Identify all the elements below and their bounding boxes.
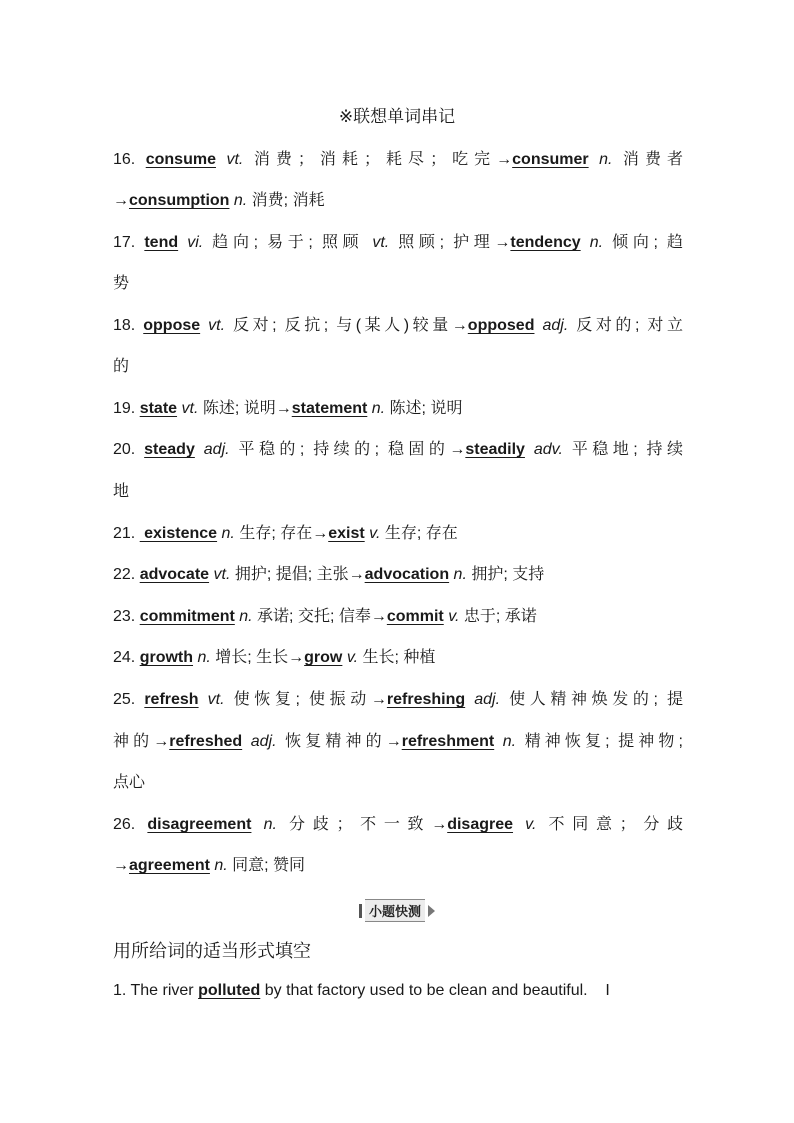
derived-word: refreshment: [401, 733, 495, 750]
bar-icon: [359, 904, 362, 918]
entry-number: 19.: [113, 400, 140, 417]
derived-word: grow: [304, 649, 343, 666]
part-of-speech: v.: [342, 649, 359, 666]
entry-number: 20.: [113, 441, 145, 458]
entry-number: 16.: [113, 151, 146, 168]
part-of-speech: adv.: [524, 441, 563, 458]
derived-word: refreshed: [169, 733, 243, 750]
meaning: 精神恢复; 提神物;: [516, 733, 683, 750]
entry-number: 21.: [113, 525, 140, 542]
part-of-speech: adj.: [465, 691, 501, 708]
headword: tend: [144, 234, 179, 251]
entry-number: 18.: [113, 317, 144, 334]
quick-test-badge: [359, 899, 435, 922]
arrow: →: [113, 857, 129, 874]
answer-blank: polluted: [198, 982, 261, 999]
entry-number: 23.: [113, 608, 140, 625]
derived-word: refreshing: [386, 691, 466, 708]
part-of-speech: vt.: [372, 234, 390, 251]
entry-number: 26.: [113, 816, 148, 833]
derived-word: steadily: [465, 441, 525, 458]
derived-word: opposed: [467, 317, 535, 334]
part-of-speech: n.: [209, 857, 228, 874]
meaning: 生存; 存在: [380, 525, 458, 542]
entry-25-line-1: [113, 690, 683, 710]
meaning: 反对; 反抗; 与(某人)较量→: [225, 317, 468, 334]
headword: commitment: [139, 608, 235, 625]
entry-17-line-2: 势: [113, 275, 130, 292]
part-of-speech: vt.: [215, 151, 244, 168]
meaning: 消费者: [612, 151, 683, 168]
entry-number: 22.: [113, 566, 140, 583]
entry-number: 17.: [113, 234, 145, 251]
part-of-speech: v.: [443, 608, 460, 625]
meaning: 陈述; 说明→: [198, 400, 292, 417]
meaning: 平稳的; 持续的; 稳固的→: [229, 441, 466, 458]
meaning: 平稳地; 持续: [562, 441, 684, 458]
meaning: 增长; 生长→: [210, 649, 305, 666]
meaning: 趋向; 易于; 照顾: [203, 234, 373, 251]
headword: advocate: [139, 566, 210, 583]
meaning: 拥护; 提倡; 主张→: [230, 566, 365, 583]
part-of-speech: n.: [367, 400, 386, 417]
headword: growth: [139, 649, 194, 666]
headword: oppose: [143, 317, 201, 334]
meaning: 使恢复; 使振动→: [224, 691, 387, 708]
derived-word: advocation: [364, 566, 450, 583]
quick-test-banner: [0, 899, 794, 923]
derived-word: exist: [328, 525, 365, 542]
entry-18-line-2: 的: [113, 358, 130, 375]
derived-word: consumer: [512, 151, 589, 168]
derived-word: commit: [386, 608, 444, 625]
part-of-speech: n.: [229, 192, 248, 209]
meaning: 照顾; 护理→: [389, 234, 511, 251]
entry-25-line-2: [113, 732, 683, 752]
entry-17-line-1: [113, 233, 683, 253]
badge-label: 小题快测: [365, 899, 425, 922]
entry-number: 24.: [113, 649, 140, 666]
question-text: by that factory used to be clean and beautiful. I: [260, 982, 610, 999]
part-of-speech: n.: [193, 649, 211, 666]
part-of-speech: n.: [217, 525, 235, 542]
part-of-speech: vi.: [178, 234, 204, 251]
question-text: 1. The river: [113, 982, 199, 999]
meaning: 不同意；分歧: [536, 816, 684, 833]
meaning: 拥护; 支持: [466, 566, 545, 583]
meaning: 使人精神焕发的; 提: [500, 691, 684, 708]
headword: refresh: [144, 691, 199, 708]
entry-20-line-1: [113, 440, 683, 460]
derived-word: statement: [291, 400, 368, 417]
part-of-speech: adj.: [194, 441, 230, 458]
triangle-right-icon: [428, 905, 435, 917]
meaning: 倾向; 趋: [603, 234, 683, 251]
entry-number: 25.: [113, 691, 145, 708]
entry-26-line-1: [113, 815, 683, 835]
meaning: 神的→: [113, 733, 170, 750]
meaning: 恢复精神的→: [276, 733, 402, 750]
entry-16-line-2: [113, 191, 683, 211]
headword: state: [139, 400, 178, 417]
part-of-speech: v.: [513, 816, 537, 833]
part-of-speech: n.: [494, 733, 517, 750]
part-of-speech: n.: [449, 566, 467, 583]
part-of-speech: n.: [580, 234, 604, 251]
entry-24-line-1: [113, 648, 683, 668]
derived-word: consumption: [129, 192, 230, 209]
meaning: 陈述; 说明: [385, 400, 463, 417]
meaning: 生长; 种植: [358, 649, 436, 666]
part-of-speech: vt.: [177, 400, 199, 417]
headword: steady: [144, 441, 195, 458]
headword: disagreement: [147, 816, 252, 833]
entry-18-line-1: [113, 316, 683, 336]
headword: consume: [145, 151, 216, 168]
entry-25-line-3: 点心: [113, 774, 146, 791]
part-of-speech: adj.: [534, 317, 569, 334]
part-of-speech: n.: [251, 816, 277, 833]
part-of-speech: vt.: [198, 691, 225, 708]
meaning: 分歧；不一致→: [276, 816, 448, 833]
derived-word: tendency: [510, 234, 581, 251]
meaning: 反对的; 对立: [568, 317, 683, 334]
meaning: 消费; 消耗: [247, 192, 325, 209]
part-of-speech: n.: [234, 608, 253, 625]
meaning: 承诺; 交托; 信奉→: [252, 608, 387, 625]
derived-word: disagree: [447, 816, 514, 833]
meaning: 生存; 存在→: [234, 525, 329, 542]
part-of-speech: adj.: [242, 733, 277, 750]
part-of-speech: v.: [364, 525, 381, 542]
headword: existence: [139, 525, 218, 542]
entry-19-line-1: [113, 399, 683, 419]
entry-20-line-2: 地: [113, 483, 130, 500]
entry-22-line-1: [113, 565, 683, 585]
part-of-speech: n.: [588, 151, 613, 168]
arrow: →: [113, 192, 129, 209]
meaning: 消费；消耗；耗尽；吃完→: [243, 151, 513, 168]
part-of-speech: vt.: [209, 566, 231, 583]
question-1: [113, 981, 683, 1001]
entry-23-line-1: [113, 607, 683, 627]
meaning: 忠于; 承诺: [459, 608, 537, 625]
derived-word: agreement: [129, 857, 210, 874]
section-heading: ※联想单词串记: [338, 107, 456, 126]
exercise-instruction: 用所给词的适当形式填空: [113, 941, 311, 961]
entry-26-line-2: [113, 856, 683, 876]
entry-21-line-1: [113, 524, 683, 544]
part-of-speech: vt.: [200, 317, 226, 334]
entry-16-line-1: [113, 150, 683, 170]
meaning: 同意; 赞同: [227, 857, 306, 874]
